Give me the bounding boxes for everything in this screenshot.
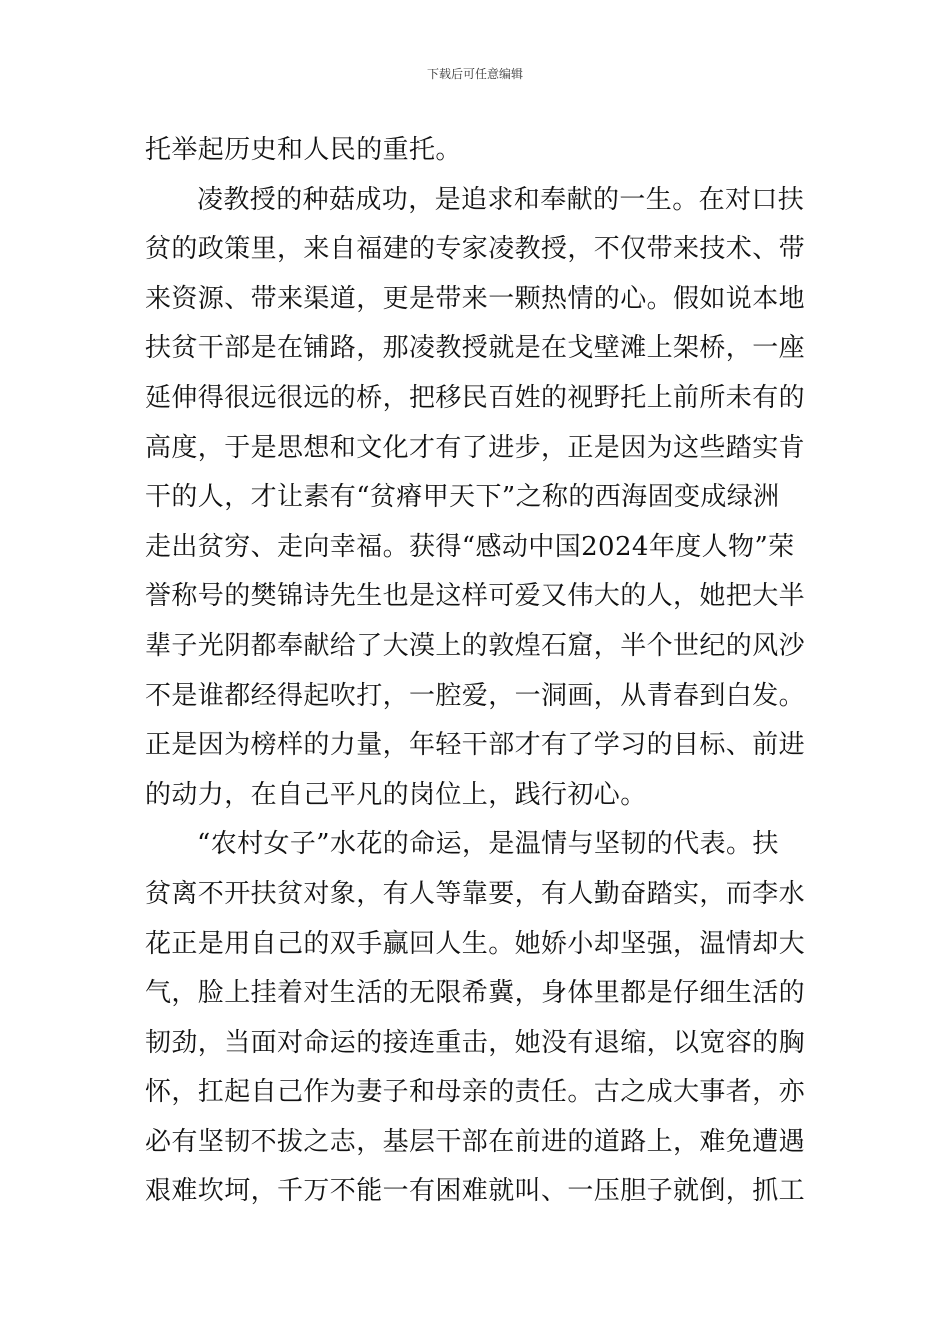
- text-line: “农村女子”水花的命运，是温情与坚韧的代表。扶: [197, 829, 779, 860]
- text-line: 不是谁都经得起吹打，一腔爱，一洞画，从青春到白发。: [145, 680, 806, 711]
- text-line: 高度，于是思想和文化才有了进步，正是因为这些踏实肯: [145, 432, 806, 463]
- text-line: 正是因为榜样的力量，年轻干部才有了学习的目标、前进: [145, 730, 806, 761]
- text-line: 艰难坎坷，千万不能一有困难就叫、一压胆子就倒，抓工: [145, 1176, 806, 1207]
- text-line: 托举起历史和人民的重托。: [145, 135, 462, 165]
- text-line: 辈子光阴都奉献给了大漠上的敦煌石窟，半个世纪的风沙: [145, 630, 806, 661]
- text-line: 韧劲，当面对命运的接连重击，她没有退缩，以宽容的胸: [145, 1027, 806, 1058]
- text-line: 贫离不开扶贫对象，有人等靠要，有人勤奋踏实，而李水: [145, 878, 806, 909]
- text-line: 延伸得很远很远的桥，把移民百姓的视野托上前所未有的: [145, 382, 806, 413]
- text-line: 的动力，在自己平凡的岗位上，践行初心。: [145, 779, 647, 810]
- text-line: 走出贫穷、走向幸福。获得“感动中国2024年度人物”荣: [145, 531, 795, 562]
- text-line: 来资源、带来渠道，更是带来一颗热情的心。假如说本地: [145, 283, 806, 314]
- text-line: 必有坚韧不拔之志，基层干部在前进的道路上，难免遭遇: [145, 1126, 806, 1157]
- document-body: [145, 126, 815, 1217]
- text-line: 花正是用自己的双手赢回人生。她娇小却坚强，温情却大: [145, 928, 806, 959]
- text-line: 气，脸上挂着对生活的无限希冀，身体里都是仔细生活的: [145, 978, 806, 1009]
- text-line: 贫的政策里，来自福建的专家凌教授，不仅带来技术、带: [145, 234, 806, 265]
- text-line: 怀，扛起自己作为妻子和母亲的责任。古之成大事者，亦: [145, 1077, 806, 1108]
- text-line: 干的人，才让素有“贫瘠甲天下”之称的西海固变成绿洲: [145, 482, 780, 513]
- page-header: 下载后可任意编辑: [426, 67, 523, 81]
- text-line: 凌教授的种菇成功，是追求和奉献的一生。在对口扶: [197, 184, 805, 215]
- text-line: 誉称号的樊锦诗先生也是这样可爱又伟大的人，她把大半: [145, 581, 806, 612]
- text-line: 扶贫干部是在铺路，那凌教授就是在戈壁滩上架桥，一座: [145, 333, 806, 364]
